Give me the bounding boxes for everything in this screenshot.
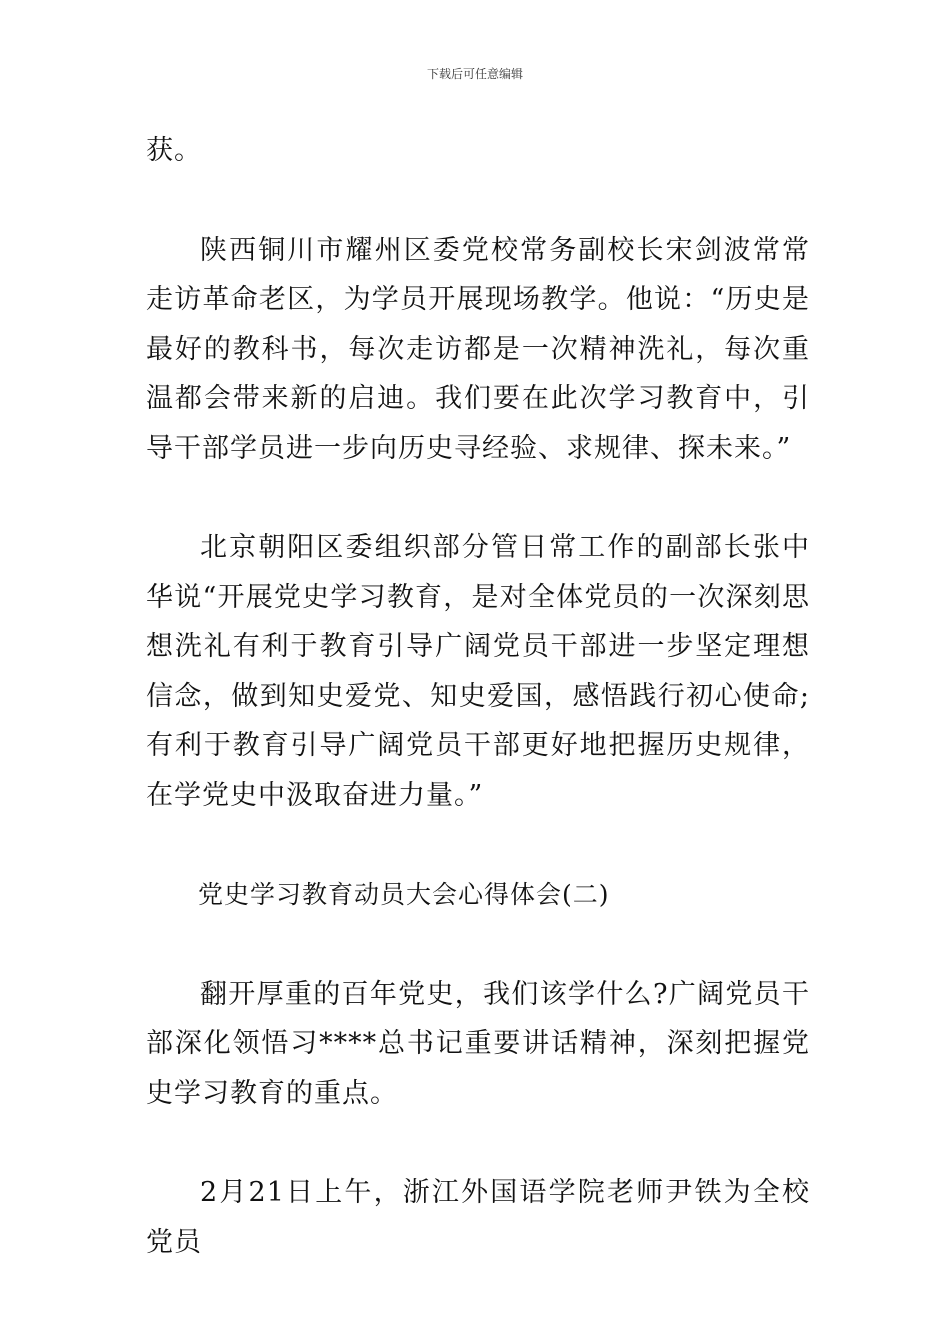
paragraph-gap — [146, 820, 810, 870]
paragraph-1: 获。 — [146, 135, 202, 166]
document-body — [146, 126, 810, 1267]
page-header-note: 下载后可任意编辑 — [426, 67, 523, 81]
paragraph-gap — [146, 473, 810, 523]
paragraph-3: 北京朝阳区委组织部分管日常工作的副部长张中华说“开展党史学习教育，是对全体党员的一次深刻思想洗礼有利于教育引导广阔党员干部进一步坚定理想信念，做到知史爱党、知史爱国，感悟践行初心使命;有利于教育引导广阔党员干部更好地把握历史规律，在学党史中汲取奋进力量。” — [146, 532, 810, 811]
paragraph-2: 陕西铜川市耀州区委党校常务副校长宋剑波常常走访革命老区，为学员开展现场教学。他说：“历史是最好的教科书，每次走访都是一次精神洗礼，每次重温都会带来新的启迪。我们要在此次学习教育中，引导干部学员进一步向历史寻经验、求规律、探未来。” — [146, 234, 810, 464]
paragraph-gap — [146, 176, 810, 226]
paragraph-gap — [146, 920, 810, 970]
paragraph-5: 2月21日上午，浙江外国语学院老师尹铁为全校党员 — [146, 1177, 810, 1258]
section-heading: 党史学习教育动员大会心得体会(二) — [198, 880, 610, 909]
paragraph-4: 翻开厚重的百年党史，我们该学什么?广阔党员干部深化领悟习****总书记重要讲话精神，深刻把握党史学习教育的重点。 — [146, 978, 810, 1109]
paragraph-gap — [146, 1118, 810, 1168]
